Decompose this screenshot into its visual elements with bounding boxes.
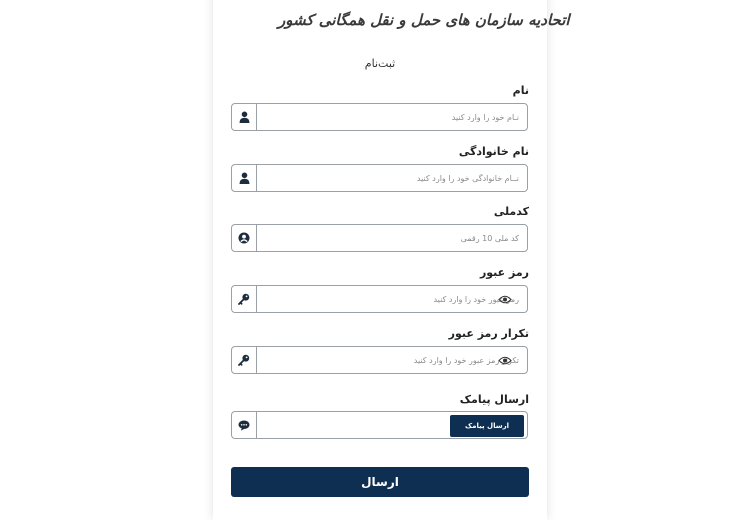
national-code-field [231, 224, 528, 252]
sms-code-input[interactable] [258, 412, 447, 438]
last-name-label: نام خانوادگی [458, 145, 529, 158]
sms-code-field [231, 411, 528, 439]
confirm-password-label: تکرار رمز عبور [448, 327, 529, 340]
national-code-label: کدملی [493, 205, 529, 218]
national-code-input[interactable] [258, 225, 519, 251]
id-icon [232, 225, 257, 251]
page-title: ثبت‌نام [364, 57, 396, 70]
sms-icon [232, 412, 257, 438]
confirm-password-input[interactable] [258, 347, 519, 373]
logo-text: اتحادیه سازمان های حمل و نقل همگانی کشور [278, 11, 570, 29]
password-label: رمز عبور [479, 266, 529, 279]
last-name-input[interactable] [258, 165, 519, 191]
key-icon [232, 347, 257, 373]
user-icon [232, 104, 257, 130]
first-name-label: نام [512, 84, 529, 97]
key-icon [232, 286, 257, 312]
registration-card [213, 0, 547, 520]
sms-label: ارسال پیامک [459, 393, 529, 406]
password-input[interactable] [258, 286, 519, 312]
logo [278, 0, 570, 40]
confirm-password-field [231, 346, 528, 374]
password-field [231, 285, 528, 313]
submit-button[interactable]: ارسال [231, 467, 529, 497]
eye-icon[interactable] [498, 355, 512, 366]
send-sms-button[interactable]: ارسال پیامک [450, 415, 524, 437]
first-name-input[interactable] [258, 104, 519, 130]
first-name-field [231, 103, 528, 131]
user-icon [232, 165, 257, 191]
last-name-field [231, 164, 528, 192]
eye-icon[interactable] [498, 294, 512, 305]
